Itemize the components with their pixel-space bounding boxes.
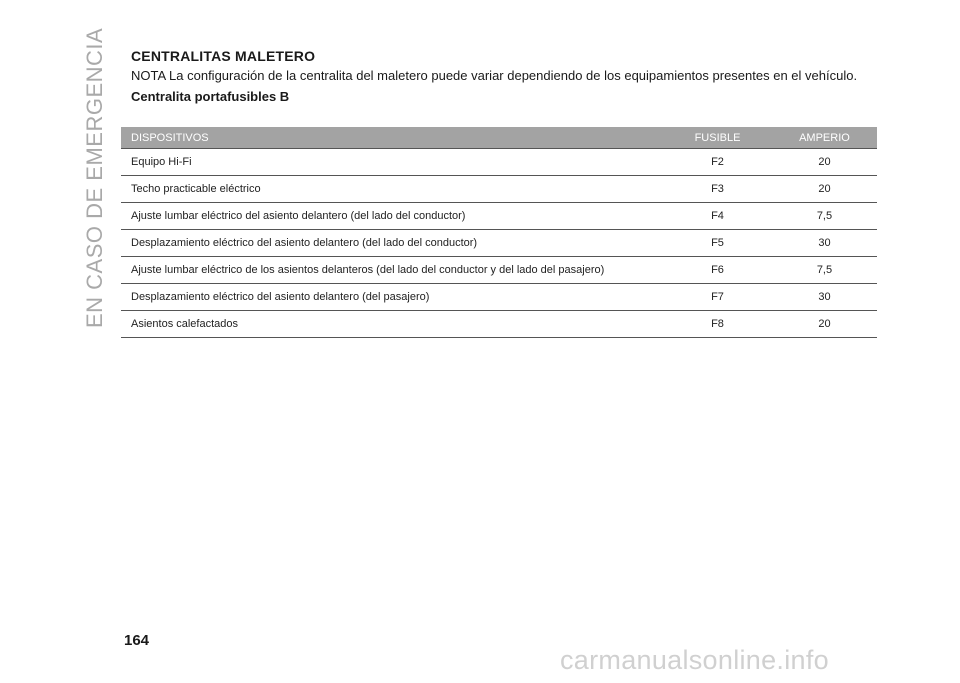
section-heading: CENTRALITAS MALETERO — [131, 48, 316, 64]
page-number: 164 — [124, 632, 150, 649]
cell-fuse: F6 — [663, 257, 772, 284]
main-content — [131, 48, 877, 105]
table-row — [121, 176, 877, 203]
header-amp: AMPERIO — [772, 127, 877, 149]
cell-fuse: F2 — [663, 149, 772, 176]
cell-fuse: F5 — [663, 230, 772, 257]
cell-amp: 7,5 — [772, 203, 877, 230]
cell-device: Asientos calefactados — [121, 311, 663, 338]
cell-amp: 20 — [772, 149, 877, 176]
table-row — [121, 257, 877, 284]
table-row — [121, 230, 877, 257]
cell-fuse: F8 — [663, 311, 772, 338]
table-header-row — [121, 127, 877, 149]
cell-amp: 30 — [772, 284, 877, 311]
header-device: DISPOSITIVOS — [121, 127, 663, 149]
cell-device: Ajuste lumbar eléctrico de los asientos delanteros (del lado del conductor y del lado del pasajero) — [121, 257, 663, 284]
table-row — [121, 311, 877, 338]
note-text: NOTA La configuración de la centralita del maletero puede variar dependiendo de los equipamientos presentes en el vehículo. — [131, 68, 858, 83]
subheading: Centralita portafusibles B — [131, 89, 290, 104]
fuse-table — [121, 127, 877, 338]
cell-amp: 7,5 — [772, 257, 877, 284]
table-row — [121, 203, 877, 230]
header-fuse: FUSIBLE — [663, 127, 772, 149]
cell-device: Equipo Hi-Fi — [121, 149, 663, 176]
table-row — [121, 149, 877, 176]
cell-amp: 20 — [772, 311, 877, 338]
cell-device: Desplazamiento eléctrico del asiento delantero (del lado del conductor) — [121, 230, 663, 257]
table-row — [121, 284, 877, 311]
cell-fuse: F3 — [663, 176, 772, 203]
cell-device: Techo practicable eléctrico — [121, 176, 663, 203]
cell-fuse: F7 — [663, 284, 772, 311]
cell-fuse: F4 — [663, 203, 772, 230]
section-side-title-text: EN CASO DE EMERGENCIA — [82, 27, 107, 328]
watermark: carmanualsonline.info — [560, 645, 829, 675]
cell-amp: 20 — [772, 176, 877, 203]
cell-device: Desplazamiento eléctrico del asiento delantero (del pasajero) — [121, 284, 663, 311]
cell-device: Ajuste lumbar eléctrico del asiento delantero (del lado del conductor) — [121, 203, 663, 230]
cell-amp: 30 — [772, 230, 877, 257]
